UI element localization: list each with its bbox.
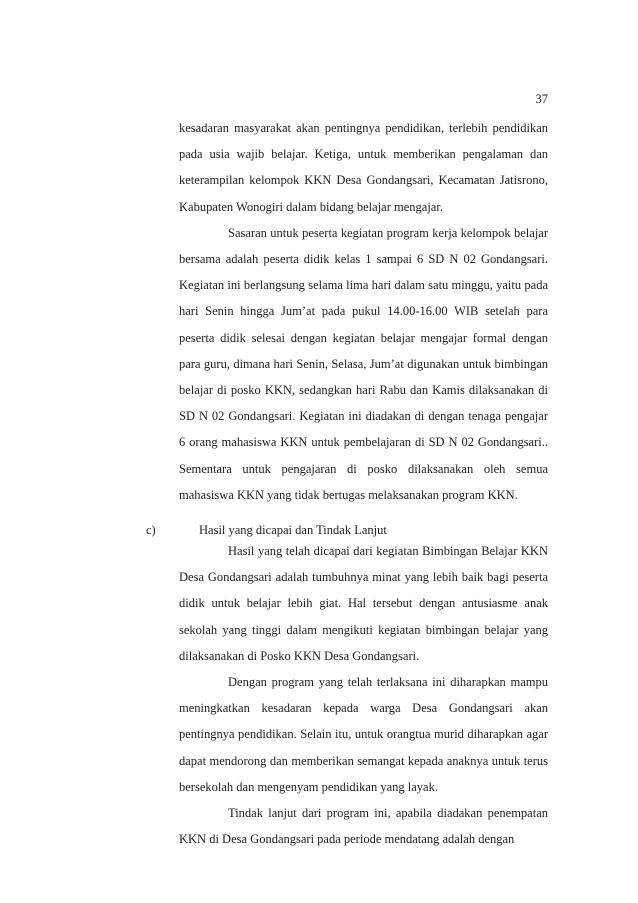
hope-paragraph: Dengan program yang telah terlaksana ini diharapkan mampu meningkatkan kesadaran kepada warga Desa Gondangsari akan pentingnya pendidikan. Selain itu, untuk orangtua murid diharapkan agar dapat mendorong dan memberikan semangat kepada anaknya untuk terus bersekolah dan mengenyam pendidikan yang layak. bbox=[179, 675, 548, 794]
followup-paragraph: Tindak lanjut dari program ini, apabila diadakan penempatan KKN di Desa Gondangsari pada periode mendatang adalah dengan bbox=[179, 806, 548, 847]
target-paragraph: Sasaran untuk peserta kegiatan program kerja kelompok belajar bersama adalah peserta didik kelas 1 sampai 6 SD N 02 Gondangsari. Kegiatan ini berlangsung selama lima hari dalam satu minggu, yaitu pada hari Senin hingga Jum’at pada pukul 14.00-16.00 WIB setelah para peserta didik selesai dengan kegiatan belajar mengajar formal dengan para guru, dimana hari Senin, Selasa, Jum’at digunakan untuk bimbingan belajar di posko KKN, sedangkan hari Rabu dan Kamis dilaksanakan di SD N 02 Gondangsari. Kegiatan ini diadakan di dengan tenaga pengajar 6 orang mahasiswa KKN untuk pembelajaran di SD N 02 Gondangsari.. Sementara untuk pengajaran di posko dilaksanakan oleh semua mahasiswa KKN yang tidak bertugas melaksanakan program KKN. bbox=[179, 225, 548, 502]
results-paragraph: Hasil yang telah dicapai dari kegiatan Bimbingan Belajar KKN Desa Gondangsari adalah tumbuhnya minat yang lebih baik bagi peserta didik untuk belajar lebih giat. Hal tersebut dengan antusiasme anak sekolah yang tinggi dalam mengikuti kegiatan bimbingan belajar yang dilaksanakan di Posko KKN Desa Gondangsari. bbox=[179, 544, 548, 663]
body-text-upper bbox=[179, 115, 548, 508]
page-number: 37 bbox=[535, 92, 548, 106]
section-marker: c) bbox=[146, 523, 156, 537]
section-title: Hasil yang dicapai dan Tindak Lanjut bbox=[199, 523, 387, 537]
continuation-paragraph: kesadaran masyarakat akan pentingnya pendidikan, terlebih pendidikan pada usia wajib belajar. Ketiga, untuk memberikan pengalaman dan keterampilan kelompok KKN Desa Gondangsari, Kecamatan Jatisrono, Kabupaten Wonogiri dalam bidang belajar mengajar. bbox=[179, 121, 548, 214]
body-text-lower bbox=[179, 538, 548, 852]
